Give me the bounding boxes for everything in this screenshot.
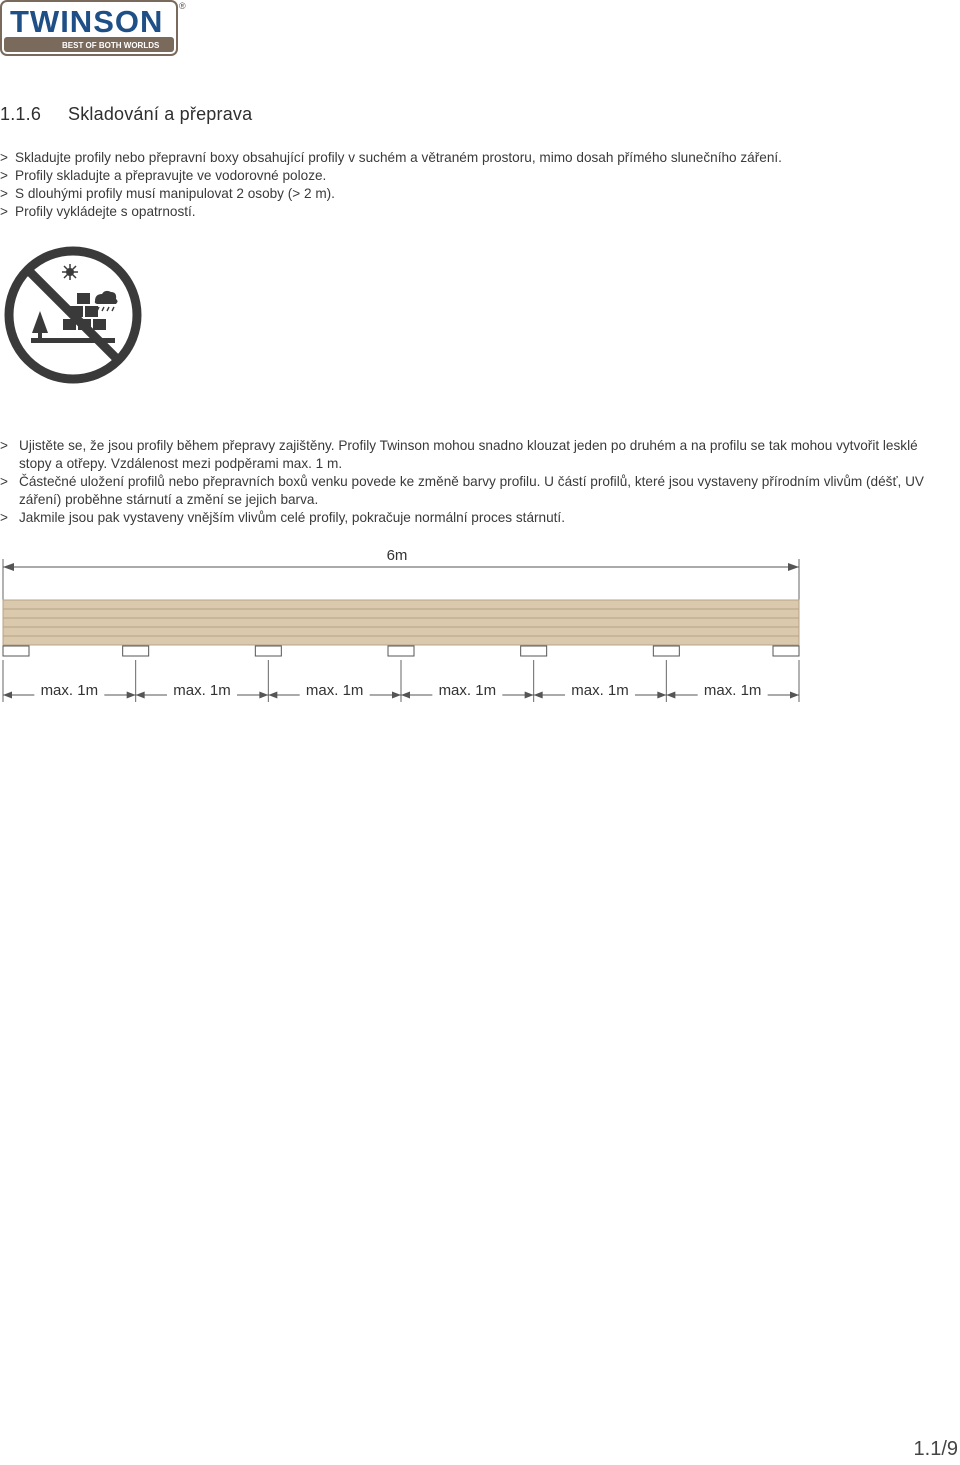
arrow-left-icon: [3, 563, 14, 571]
storage-bullet-list: [0, 149, 945, 221]
support-block: [123, 646, 149, 656]
list-item: [0, 473, 945, 509]
profile-board: [3, 618, 799, 627]
profile-board: [3, 600, 799, 609]
section-title: Skladování a přeprava: [68, 104, 253, 124]
arrow-right-icon: [525, 692, 534, 699]
arrow-left-icon: [666, 692, 675, 699]
page-number: 1.1/9: [913, 1438, 958, 1460]
chevron-right-icon: >: [0, 204, 8, 219]
arrow-right-icon: [259, 692, 268, 699]
list-item: [0, 167, 945, 185]
support-block: [3, 646, 29, 656]
arrow-right-icon: [392, 692, 401, 699]
list-item-text: Profily vykládejte s opatrností.: [15, 204, 196, 219]
list-item: [0, 203, 945, 221]
chevron-right-icon: >: [0, 510, 8, 525]
support-blocks: [3, 646, 799, 656]
logo-tagline: BEST OF BOTH WORLDS: [62, 41, 160, 50]
section-number: 1.1.6: [0, 104, 42, 124]
arrow-right-icon: [790, 692, 799, 699]
profile-board: [3, 636, 799, 645]
arrow-right-icon: [657, 692, 666, 699]
section-heading: [0, 104, 252, 125]
span-label: max. 1m: [173, 682, 231, 699]
span-label: max. 1m: [305, 682, 364, 699]
list-item: [0, 509, 945, 527]
arrow-left-icon: [136, 692, 145, 699]
list-item-text: Ujistěte se, že jsou profily během přepravy zajištěny. Profily Twinson mohou snadno klouzat jeden po druhém a na profilu se tak mohou vytvořit lesklé stopy a otřepy. Vzdálenost mezi podpěrami max. 1 m.: [19, 438, 918, 471]
list-item-text: Profily skladujte a přepravujte ve vodorovné poloze.: [15, 168, 327, 183]
support-block: [773, 646, 799, 656]
chevron-right-icon: >: [0, 438, 8, 453]
arrow-right-icon: [788, 563, 799, 571]
span-label: max. 1m: [571, 682, 629, 699]
logo-brand-text: TWINSON: [10, 4, 164, 39]
support-spacing-diagram: [0, 540, 810, 710]
arrow-left-icon: [268, 692, 277, 699]
span-label: max. 1m: [40, 682, 99, 699]
span-label: max. 1m: [438, 682, 497, 699]
support-block: [388, 646, 414, 656]
span-dimensions: [3, 660, 799, 702]
list-item-text: Částečné uložení profilů nebo přepravních boxů venku povede ke změně barvy profilu. U částí profilů, které jsou vystaveny přírodním vlivům (déšť, UV záření) proběhne stárnutí a změní se jejich barva.: [19, 474, 924, 507]
chevron-right-icon: >: [0, 186, 8, 201]
support-block: [653, 646, 679, 656]
profile-stack: [3, 600, 799, 645]
arrow-left-icon: [534, 692, 543, 699]
list-item: [0, 149, 945, 167]
transport-bullet-list: [0, 437, 945, 527]
logo-registered-mark: ®: [179, 1, 186, 11]
list-item-text: Skladujte profily nebo přepravní boxy obsahující profily v suchém a větraném prostoru, mimo dosah přímého slunečního záření.: [15, 150, 782, 165]
list-item-text: S dlouhými profily musí manipulovat 2 osoby (> 2 m).: [15, 186, 335, 201]
list-item: [0, 185, 945, 203]
span-label: max. 1m: [703, 682, 762, 699]
chevron-right-icon: >: [0, 474, 8, 489]
profile-board: [3, 627, 799, 636]
support-block: [521, 646, 547, 656]
arrow-right-icon: [127, 692, 136, 699]
support-block: [255, 646, 281, 656]
twinson-logo: [0, 0, 190, 58]
arrow-left-icon: [3, 692, 12, 699]
chevron-right-icon: >: [0, 168, 8, 183]
arrow-left-icon: [401, 692, 410, 699]
no-outdoor-storage-icon: [3, 245, 143, 385]
profile-board: [3, 609, 799, 618]
list-item-text: Jakmile jsou pak vystaveny vnějším vlivům celé profily, pokračuje normální proces stárnutí.: [19, 510, 565, 525]
total-length-label: 6m: [386, 547, 408, 564]
list-item: [0, 437, 945, 473]
chevron-right-icon: >: [0, 150, 8, 165]
